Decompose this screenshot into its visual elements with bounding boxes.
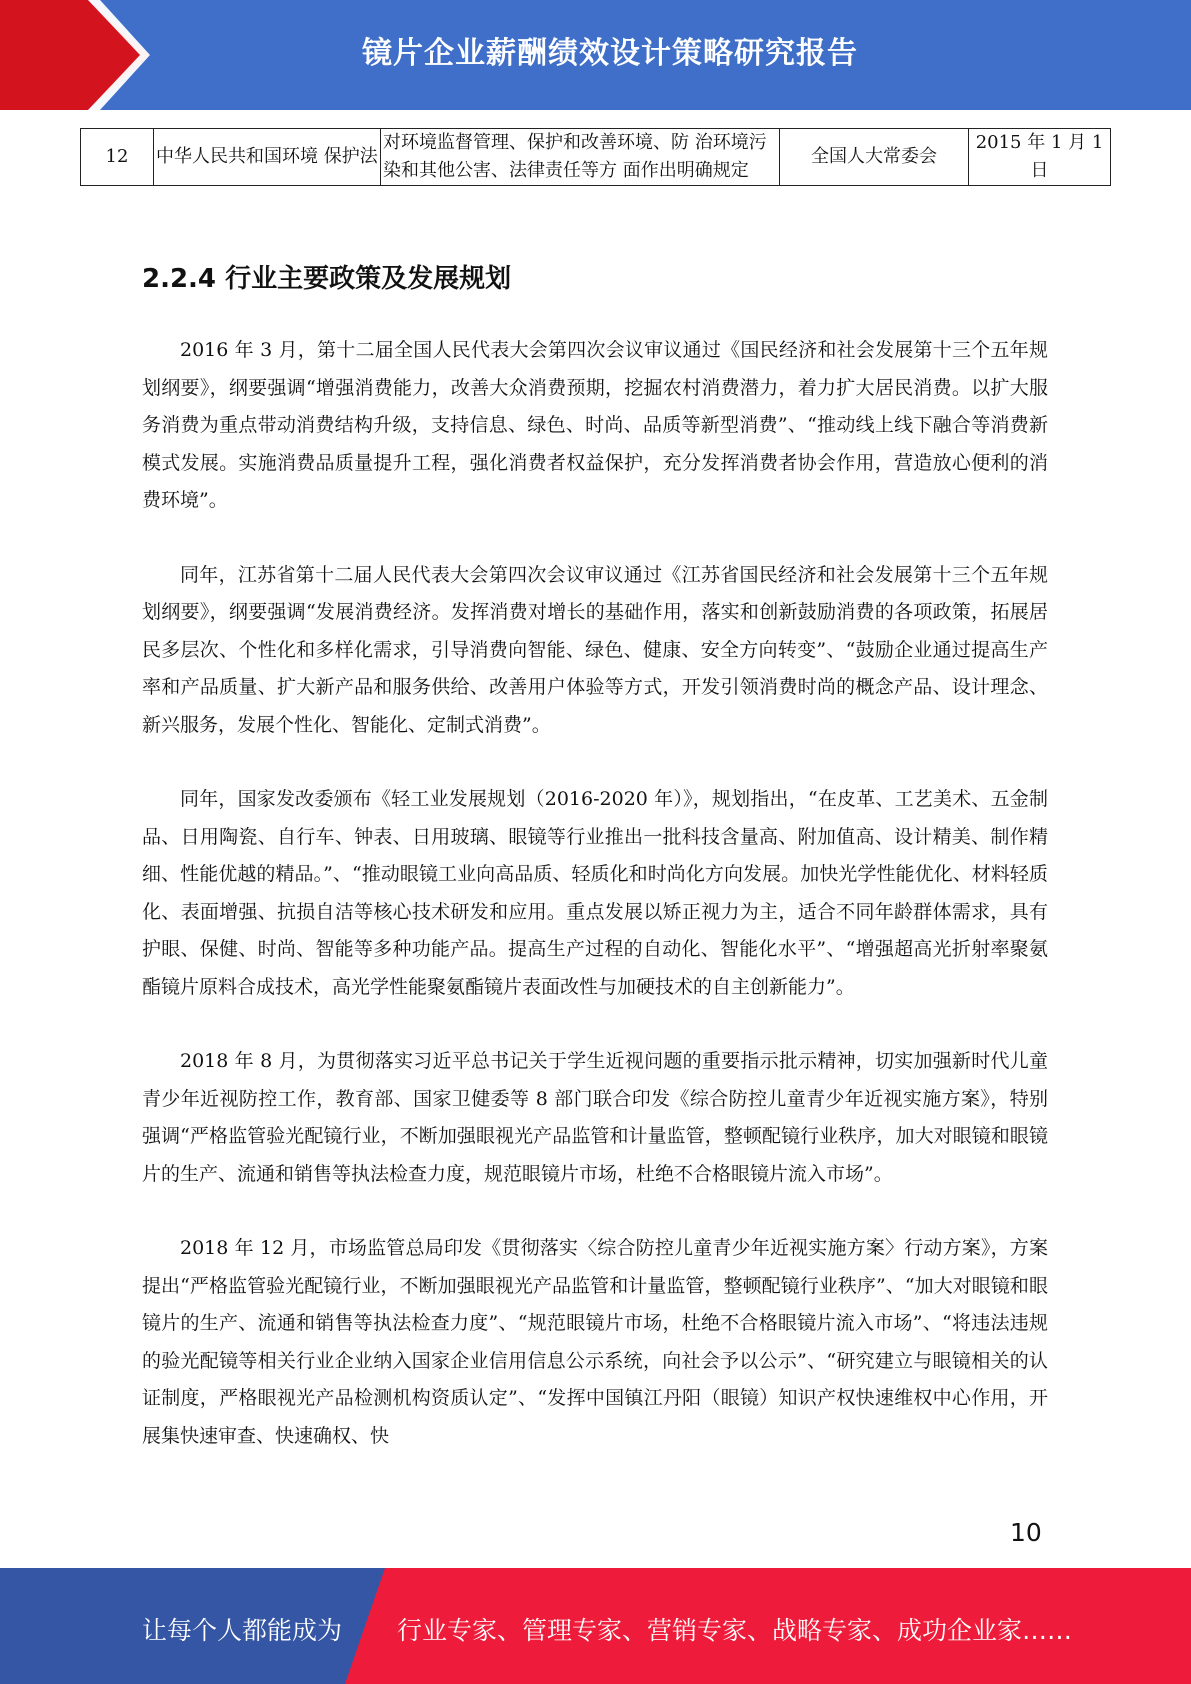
law-table	[80, 128, 1111, 186]
table-row	[81, 129, 1111, 186]
paragraph-2: 同年，江苏省第十二届人民代表大会第四次会议审议通过《江苏省国民经济和社会发展第十三个五年规划纲要》，纲要强调“发展消费经济。发挥消费对增长的基础作用，落实和创新鼓励消费的各项政策，拓展居民多层次、个性化和多样化需求，引导消费向智能、绿色、健康、安全方向转变”、“鼓励企业通过提高生产率和产品质量、扩大新产品和服务供给、改善用户体验等方式，开发引领消费时尚的概念产品、设计理念、新兴服务，发展个性化、智能化、定制式消费”。	[142, 563, 1048, 736]
paragraph-5: 2018 年 12 月，市场监管总局印发《贯彻落实〈综合防控儿童青少年近视实施方案〉行动方案》，方案提出“严格监管验光配镜行业，不断加强眼视光产品监管和计量监管，整顿配镜行业秩序”、“加大对眼镜和眼镜片的生产、流通和销售等执法检查力度”、“规范眼镜片市场，杜绝不合格眼镜片流入市场”、“将违法违规的验光配镜等相关行业企业纳入国家企业信用信息公示系统，向社会予以公示”、“研究建立与眼镜相关的认证制度，严格眼视光产品检测机构资质认定”、“发挥中国镇江丹阳（眼镜）知识产权快速维权中心作用，开展集快速审查、快速确权、快	[142, 1237, 1048, 1447]
page-number: 10	[1010, 1518, 1042, 1547]
cell-number: 12	[81, 129, 154, 186]
cell-date: 2015 年 1 月 1 日	[969, 129, 1111, 186]
header-red-chevron	[0, 0, 150, 110]
paragraph-3: 同年，国家发改委颁布《轻工业发展规划（2016-2020 年）》，规划指出，“在皮革、工艺美术、五金制品、日用陶瓷、自行车、钟表、日用玻璃、眼镜等行业推出一批科技含量高、附加值高、设计精美、制作精细、性能优越的精品。”、“推动眼镜工业向高品质、轻质化和时尚化方向发展。加快光学性能优化、材料轻质化、表面增强、抗损自洁等核心技术研发和应用。重点发展以矫正视力为主，适合不同年龄群体需求，具有护眼、保健、时尚、智能等多种功能产品。提高生产过程的自动化、智能化水平”、“增强超高光折射率聚氨酯镜片原料合成技术，高光学性能聚氨酯镜片表面改性与加硬技术的自主创新能力”。	[142, 788, 1048, 998]
body-text	[142, 332, 1048, 1492]
header-title: 镜片企业薪酬绩效设计策略研究报告	[362, 36, 858, 71]
paragraph-4: 2018 年 8 月，为贯彻落实习近平总书记关于学生近视问题的重要指示批示精神，切实加强新时代儿童青少年近视防控工作，教育部、国家卫健委等 8 部门联合印发《综合防控儿童青少年近视实施方案》，特别强调“严格监管验光配镜行业，不断加强眼视光产品监管和计量监管，整顿配镜行业秩序，加大对眼镜和眼镜片的生产、流通和销售等执法检查力度，规范眼镜片市场，杜绝不合格眼镜片流入市场”。	[142, 1050, 1048, 1185]
footer-slogan-left: 让每个人都能成为	[142, 1616, 343, 1645]
footer-slogan-right: 行业专家、管理专家、营销专家、战略专家、成功企业家……	[397, 1616, 1073, 1645]
cell-organization: 全国人大常委会	[780, 129, 969, 186]
header-red-shape	[0, 0, 150, 110]
cell-law-name: 中华人民共和国环境 保护法	[154, 129, 381, 186]
section-heading: 2.2.4 行业主要政策及发展规划	[142, 264, 512, 294]
cell-content: 对环境监督管理、保护和改善环境、防 治环境污染和其他公害、法律责任等方 面作出明确规定	[381, 129, 780, 186]
paragraph-1: 2016 年 3 月，第十二届全国人民代表大会第四次会议审议通过《国民经济和社会发展第十三个五年规划纲要》，纲要强调“增强消费能力，改善大众消费预期，挖掘农村消费潜力，着力扩大居民消费。以扩大服务消费为重点带动消费结构升级，支持信息、绿色、时尚、品质等新型消费”、“推动线上线下融合等消费新模式发展。实施消费品质量提升工程，强化消费者权益保护，充分发挥消费者协会作用，营造放心便利的消费环境”。	[142, 339, 1048, 511]
